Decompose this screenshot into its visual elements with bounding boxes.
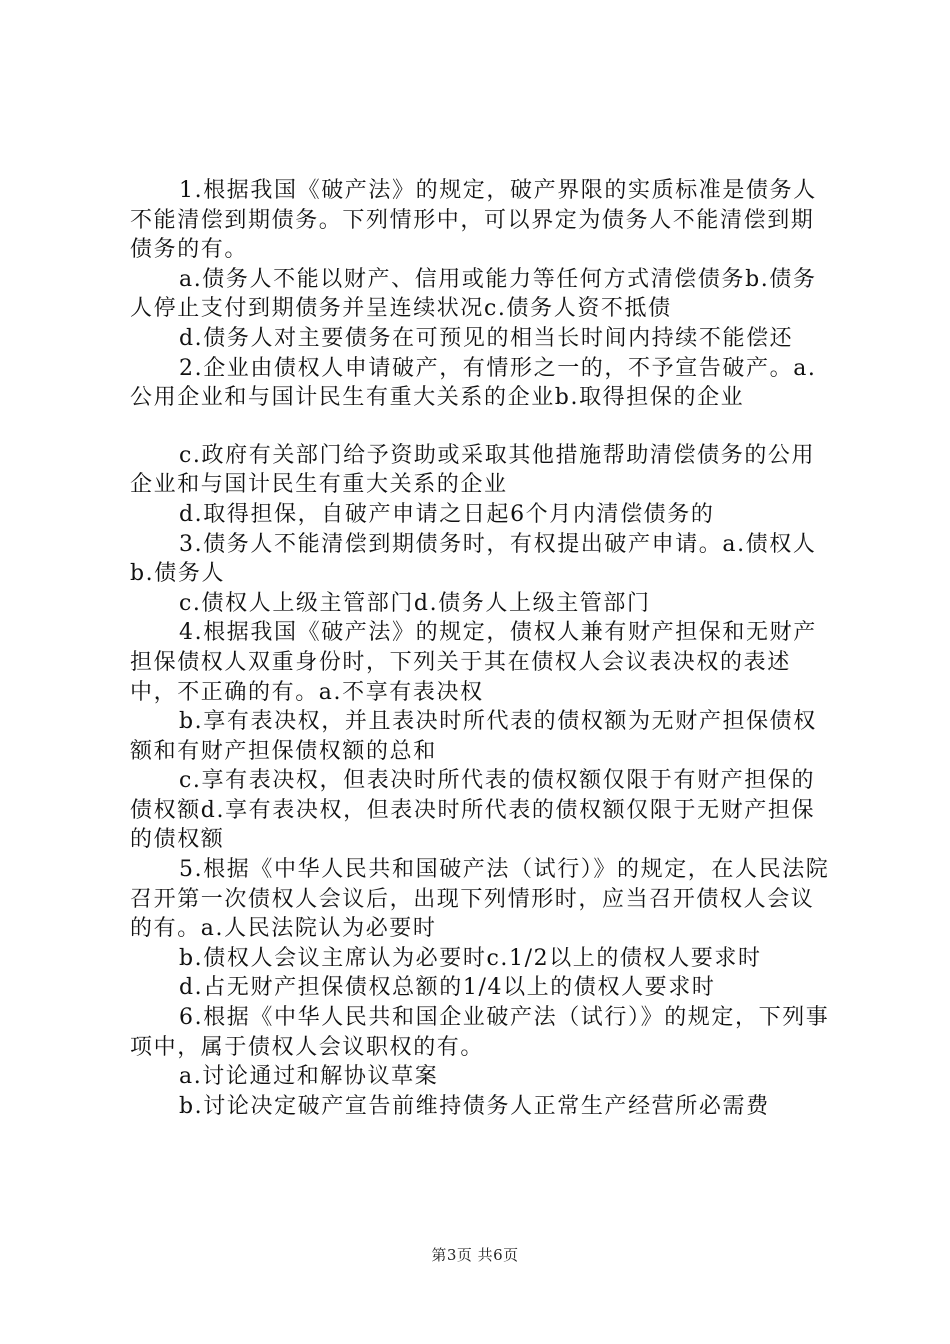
paragraph-q4: 4.根据我国《破产法》的规定，债权人兼有财产担保和无财产担保债权人双重身份时，下列关于其在债权人会议表决权的表述中，不正确的有。a.不享有表决权 xyxy=(130,620,817,705)
paragraph-q1-options-abc: a.债务人不能以财产、信用或能力等任何方式清偿债务b.债务人停止支付到期债务并呈连续状况c.债务人资不抵债 xyxy=(130,266,817,322)
paragraph-q3: 3.债务人不能清偿到期债务时，有权提出破产申请。a.债权人b.债务人 xyxy=(130,531,817,587)
paragraph-q2-option-c: c.政府有关部门给予资助或采取其他措施帮助清偿债务的公用企业和与国计民生有重大关系的企业 xyxy=(130,442,816,498)
paragraph-q6: 6.根据《中华人民共和国企业破产法（试行）》的规定，下列事项中，属于债权人会议职权的有。 xyxy=(130,1005,830,1060)
page-number-footer: 第3页 共6页 xyxy=(431,1246,519,1264)
paragraph-q2: 2.企业由债权人申请破产，有情形之一的，不予宣告破产。a.公用企业和与国计民生有重大关系的企业b.取得担保的企业 xyxy=(130,355,817,411)
paragraph-q2-option-d: d.取得担保，自破产申请之日起6个月内清偿债务的 xyxy=(179,501,715,527)
paragraph-q5-option-d: d.占无财产担保债权总额的1/4以上的债权人要求时 xyxy=(179,975,716,1001)
paragraph-q5: 5.根据《中华人民共和国破产法（试行）》的规定，在人民法院召开第一次债权人会议后，出现下列情形时，应当召开债权人会议的有。a.人民法院认为必要时 xyxy=(130,857,830,942)
paragraph-q1-option-d: d.债务人对主要债务在可预见的相当长时间内持续不能偿还 xyxy=(179,325,794,351)
paragraph-q6-option-a: a.讨论通过和解协议草案 xyxy=(179,1064,439,1090)
document-body xyxy=(130,176,835,1121)
paragraph-q1: 1.根据我国《破产法》的规定，破产界限的实质标准是债务人不能清偿到期债务。下列情形中，可以界定为债务人不能清偿到期债务的有。 xyxy=(130,178,817,263)
paragraph-q3-options-cd: c.债权人上级主管部门d.债务人上级主管部门 xyxy=(179,590,651,616)
paragraph-q6-option-b: b.讨论决定破产宣告前维持债务人正常生产经营所必需费 xyxy=(179,1093,770,1119)
paragraph-q4-options-cd: c.享有表决权，但表决时所代表的债权额仅限于有财产担保的债权额d.享有表决权，但表决时所代表的债权额仅限于无财产担保的债权额 xyxy=(130,768,816,853)
paragraph-gap xyxy=(130,413,835,441)
paragraph-q4-option-b: b.享有表决权，并且表决时所代表的债权额为无财产担保债权额和有财产担保债权额的总和 xyxy=(130,709,817,764)
paragraph-q5-options-bc: b.债权人会议主席认为必要时c.1/2以上的债权人要求时 xyxy=(179,945,762,971)
